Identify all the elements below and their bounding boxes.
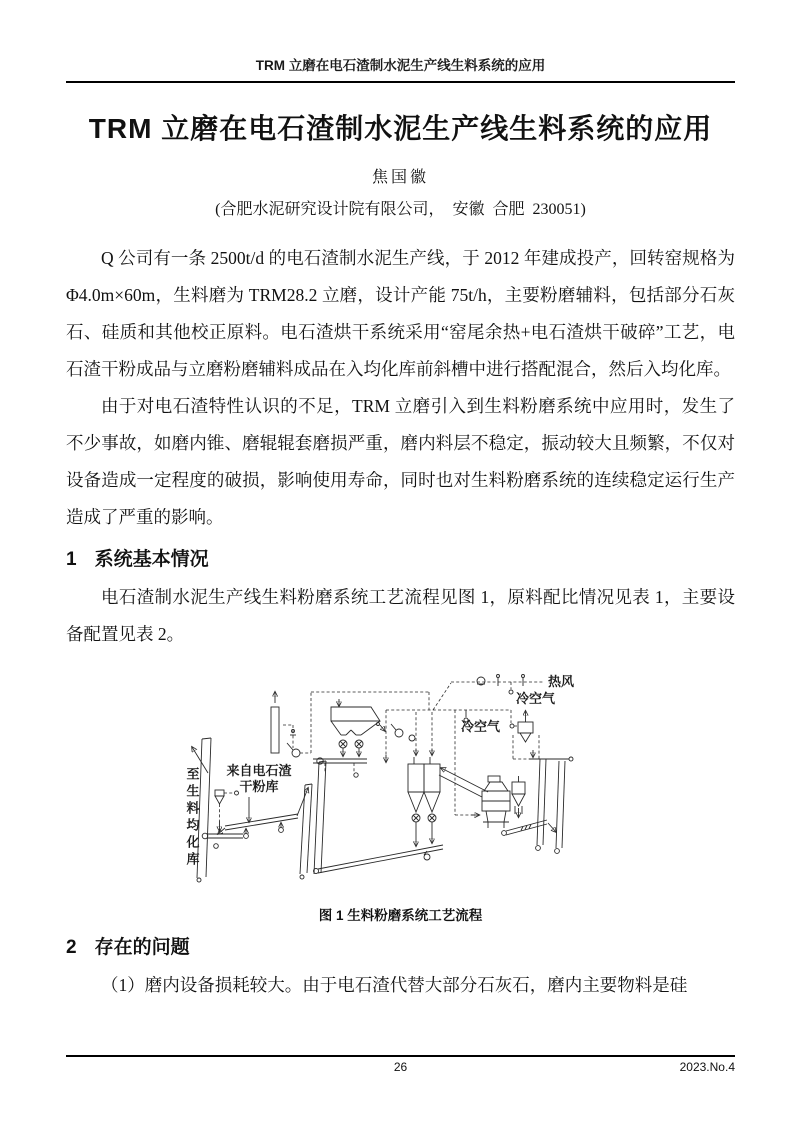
label-to-homogenizing-silo: 至生料均化库 xyxy=(184,767,200,869)
twin-cyclones xyxy=(391,712,440,846)
duct-network xyxy=(300,675,543,816)
label-cold-air-mid: 冷空气 xyxy=(460,719,500,734)
rotary-feeder xyxy=(510,711,539,759)
label-from-carbide-silo-line2: 干粉库 xyxy=(238,779,279,794)
figure-1-caption: 图 1 生料粉磨系统工艺流程 xyxy=(318,908,483,923)
section-1-number: 1 xyxy=(66,549,77,570)
feed-bin xyxy=(313,699,385,777)
right-elevators xyxy=(501,757,572,853)
figure-1 xyxy=(171,665,631,902)
paragraph-intro-2: 由于对电石渣特性认识的不足，TRM 立磨引入到生料粉磨系统中应用时，发生了不少事故，如磨内锥、磨辊辊套磨损严重，磨内料层不稳定，振动较大且频繁，不仅对设备造成一定程度的破损，影响使用寿命，同时也对生料粉磨系统的连续稳定运行生产造成了严重的影响。 xyxy=(66,396,735,527)
vertical-mill xyxy=(482,776,510,828)
running-title: TRM 立磨在电石渣制水泥生产线生料系统的应用 xyxy=(255,58,546,73)
section-2-number: 2 xyxy=(66,937,77,958)
page-number: 26 xyxy=(393,1060,408,1074)
section-2-paragraph: （1）磨内设备损耗较大。由于电石渣代替大部分石灰石，磨内主要物料是硅 xyxy=(101,975,688,995)
small-cyclone xyxy=(512,776,525,817)
section-1-title: 系统基本情况 xyxy=(94,549,209,570)
process-flow-diagram xyxy=(171,665,631,902)
stack-and-fan xyxy=(271,692,300,757)
paragraph-intro-1: Q 公司有一条 2500t/d 的电石渣制水泥生产线，于 2012 年建成投产，回转窑规格为Φ4.0m×60m，生料磨为 TRM28.2 立磨，设计产能 75t/h，主要粉磨辅料，包括部分石灰石、硅质和其他校正原料。电石渣烘干系统采用“窑尾余热+电石渣烘干破碎”工艺，电石渣干粉成品与立磨粉磨辅料成品在入均化库前斜槽中进行搭配混合，然后入均化库。 xyxy=(66,248,735,379)
mill-outlet-duct xyxy=(439,768,488,797)
bottom-air-slide xyxy=(313,845,443,874)
label-cold-air-top: 冷空气 xyxy=(515,691,555,706)
author-name: 焦国徽 xyxy=(371,169,429,186)
label-hot-air: 热风 xyxy=(547,674,574,689)
label-from-carbide-silo-line1: 来自电石渣 xyxy=(225,763,292,778)
section-2-heading xyxy=(66,933,735,963)
author-affiliation: (合肥水泥研究设计院有限公司， 安徽 合肥 230051) xyxy=(215,201,586,218)
section-1-paragraph: 电石渣制水泥生产线生料粉磨系统工艺流程见图 1，原料配比情况见表 1，主要设备配置见表 2。 xyxy=(66,587,735,644)
carbide-slag-air-slide xyxy=(218,788,308,838)
article-title: TRM 立磨在电石渣制水泥生产线生料系统的应用 xyxy=(88,113,713,144)
page-footer xyxy=(66,1055,735,1074)
header-rule xyxy=(66,81,735,83)
section-1-heading xyxy=(66,545,735,575)
issue-number: 2023.No.4 xyxy=(679,1060,735,1074)
section-2-title: 存在的问题 xyxy=(94,937,190,958)
center-elevators xyxy=(300,761,326,879)
